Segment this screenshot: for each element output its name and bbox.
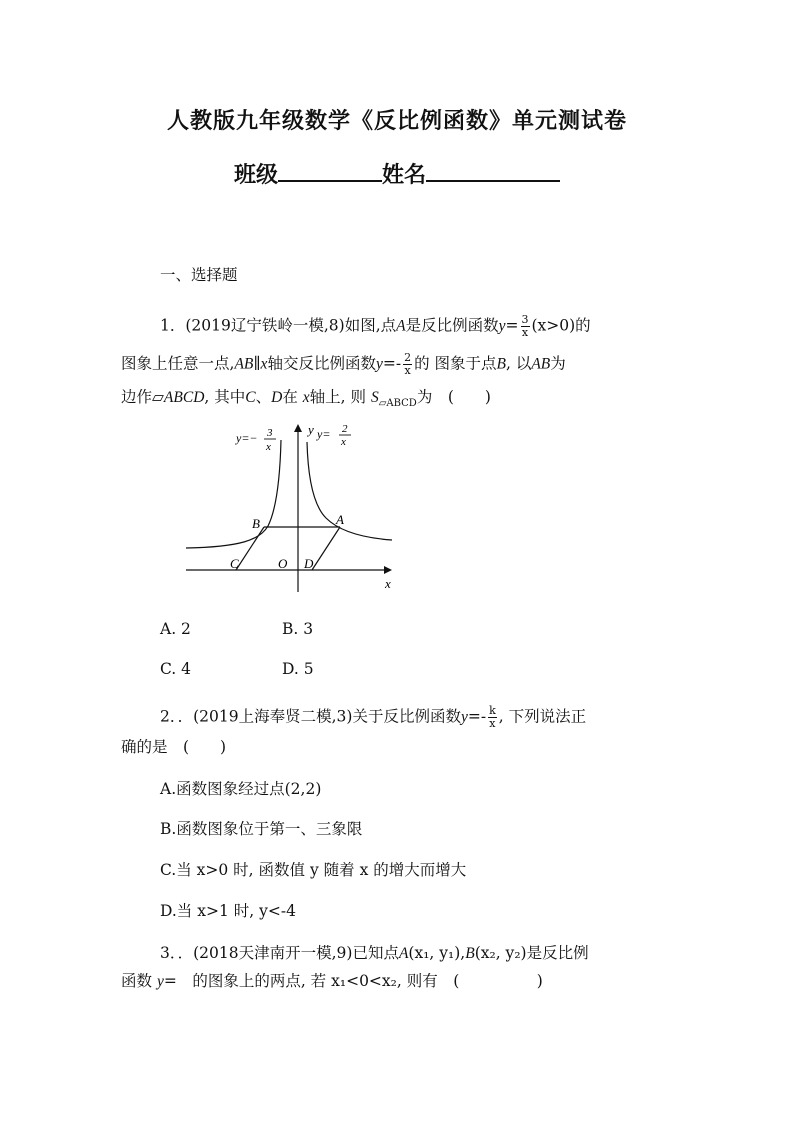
q1-line1 bbox=[160, 314, 591, 339]
fig-point-d: D bbox=[304, 556, 314, 571]
q1-frac2-den: x bbox=[404, 364, 411, 377]
q1-y2: y bbox=[375, 355, 383, 373]
q3-line1-a: 3．．(2018天津南开一模,9)已知点 bbox=[160, 944, 399, 962]
q1-option-c: C. 4 bbox=[160, 660, 192, 678]
segment-bc bbox=[236, 527, 264, 570]
q3-b-coord: (x₂, y₂) bbox=[474, 944, 527, 962]
q1-answer-paren: ( ) bbox=[447, 388, 491, 406]
q3-line2-b: = 的图象上的两点, 若 bbox=[163, 972, 327, 990]
q1-line2-d: 的 图象于点 bbox=[414, 354, 497, 373]
q1-s-sub: ▱ABCD bbox=[378, 398, 417, 410]
q3-line2-c: , 则有 ( ) bbox=[396, 972, 543, 990]
q2-line1 bbox=[160, 705, 586, 730]
q1-option-d: D. 5 bbox=[282, 660, 314, 678]
q2-frac-den: x bbox=[489, 717, 496, 730]
q1-fraction bbox=[521, 314, 530, 339]
q3-cond: x₁<0<x₂ bbox=[331, 972, 397, 990]
q1-ab2: AB bbox=[531, 355, 551, 373]
q1-line3-c: 、 bbox=[255, 388, 272, 406]
q1-x: x bbox=[260, 355, 268, 373]
fig-left-den: x bbox=[266, 441, 271, 453]
class-name-line bbox=[0, 158, 794, 189]
q1-line3-b: , 其中 bbox=[204, 388, 246, 406]
q1-option-a: A. 2 bbox=[160, 620, 191, 638]
q1-ab: AB bbox=[234, 355, 254, 373]
name-label: 姓名 bbox=[382, 162, 427, 188]
q2-eq: =- bbox=[467, 707, 487, 726]
q2-option-a: A.函数图象经过点(2,2) bbox=[160, 780, 322, 798]
q1-parallel: ∥ bbox=[253, 354, 261, 373]
q1-fraction2 bbox=[403, 352, 412, 377]
q3-comma: , bbox=[460, 944, 466, 962]
q3-point-b: B bbox=[465, 945, 475, 962]
q2-line2: 确的是 ( ) bbox=[121, 738, 227, 756]
q1-figure bbox=[180, 420, 400, 600]
q2-frac-num: k bbox=[489, 704, 496, 717]
q1-frac-den: x bbox=[521, 326, 529, 339]
q1-line2-a: 图象上任意一点, bbox=[121, 354, 235, 373]
fig-left-curve-label: y=− bbox=[236, 431, 258, 445]
q1-line3-f: 为 bbox=[416, 388, 433, 406]
q1-s: S bbox=[370, 389, 379, 406]
q1-c: C bbox=[245, 389, 256, 406]
q1-d: D bbox=[271, 389, 283, 406]
fig-point-o: O bbox=[278, 556, 288, 571]
q1-point-b: B bbox=[496, 355, 506, 373]
q2-option-c: C.当 x>0 时, 函数值 y 随着 x 的增大而增大 bbox=[160, 861, 467, 879]
fig-right-curve-label: y= bbox=[317, 427, 331, 441]
q3-a-coord: (x₁, y₁) bbox=[408, 944, 461, 962]
fig-x-label: x bbox=[385, 576, 391, 591]
fig-right-den: x bbox=[341, 436, 346, 448]
section-title: 一、选择题 bbox=[160, 266, 238, 284]
q1-eq-neg: =- bbox=[382, 354, 402, 373]
q3-point-a: A bbox=[398, 945, 409, 962]
q1-line3 bbox=[121, 386, 491, 415]
q1-mid1: 是反比例函数 bbox=[405, 316, 499, 335]
q2-fraction bbox=[488, 705, 497, 730]
q1-cond: (x>0)的 bbox=[531, 316, 591, 335]
q1-line3-d: 在 bbox=[282, 388, 298, 406]
q1-line2-c: 轴交反比例函数 bbox=[267, 354, 376, 373]
x-axis-arrow bbox=[384, 566, 392, 574]
q2-line1-b: , 下列说法正 bbox=[498, 707, 587, 726]
y-axis-arrow bbox=[294, 424, 302, 432]
q1-line2-e: , 以 bbox=[505, 354, 532, 373]
q2-option-d: D.当 x>1 时, y<-4 bbox=[160, 902, 296, 920]
name-blank[interactable] bbox=[426, 162, 560, 182]
q1-y: y bbox=[498, 317, 506, 335]
class-label: 班级 bbox=[233, 162, 278, 188]
page-title: 人教版九年级数学《反比例函数》单元测试卷 bbox=[166, 108, 627, 134]
fig-point-c: C bbox=[230, 556, 239, 571]
fig-right-num: 2 bbox=[342, 423, 348, 435]
q1-line3-a: 边作▱ bbox=[121, 388, 164, 406]
class-blank[interactable] bbox=[278, 162, 382, 182]
q1-abcd: ABCD bbox=[163, 389, 205, 406]
q1-line3-e: 轴上, 则 bbox=[309, 388, 367, 406]
q3-line1 bbox=[160, 942, 589, 965]
fig-point-b: B bbox=[252, 516, 260, 531]
q3-line2-a: 函数 bbox=[121, 972, 153, 990]
q1-frac-num: 3 bbox=[521, 313, 529, 326]
q2-option-b: B.函数图象位于第一、三象限 bbox=[160, 820, 363, 838]
q1-prefix: 1．(2019辽宁铁岭一模,8)如图,点 bbox=[160, 316, 397, 335]
q1-point-a: A bbox=[396, 317, 406, 335]
q1-x2: x bbox=[302, 389, 310, 406]
left-hyperbola bbox=[186, 440, 281, 548]
right-hyperbola bbox=[307, 442, 392, 540]
q1-option-b: B. 3 bbox=[282, 620, 314, 638]
q1-line2-f: 为 bbox=[550, 354, 566, 373]
fig-y-label: y bbox=[308, 422, 314, 437]
fig-point-a: A bbox=[336, 512, 344, 527]
q2-line1-a: 2．．(2019上海奉贤二模,3)关于反比例函数 bbox=[160, 707, 461, 726]
segment-ad bbox=[312, 527, 340, 570]
q3-line1-b: 是反比例 bbox=[526, 944, 589, 962]
q1-eq: = bbox=[505, 316, 519, 335]
fig-left-num: 3 bbox=[267, 427, 273, 439]
q3-line2 bbox=[121, 970, 543, 993]
q1-line2 bbox=[121, 352, 566, 377]
q3-y: y bbox=[156, 973, 164, 990]
q1-frac2-num: 2 bbox=[404, 351, 412, 364]
q2-y: y bbox=[460, 708, 468, 726]
